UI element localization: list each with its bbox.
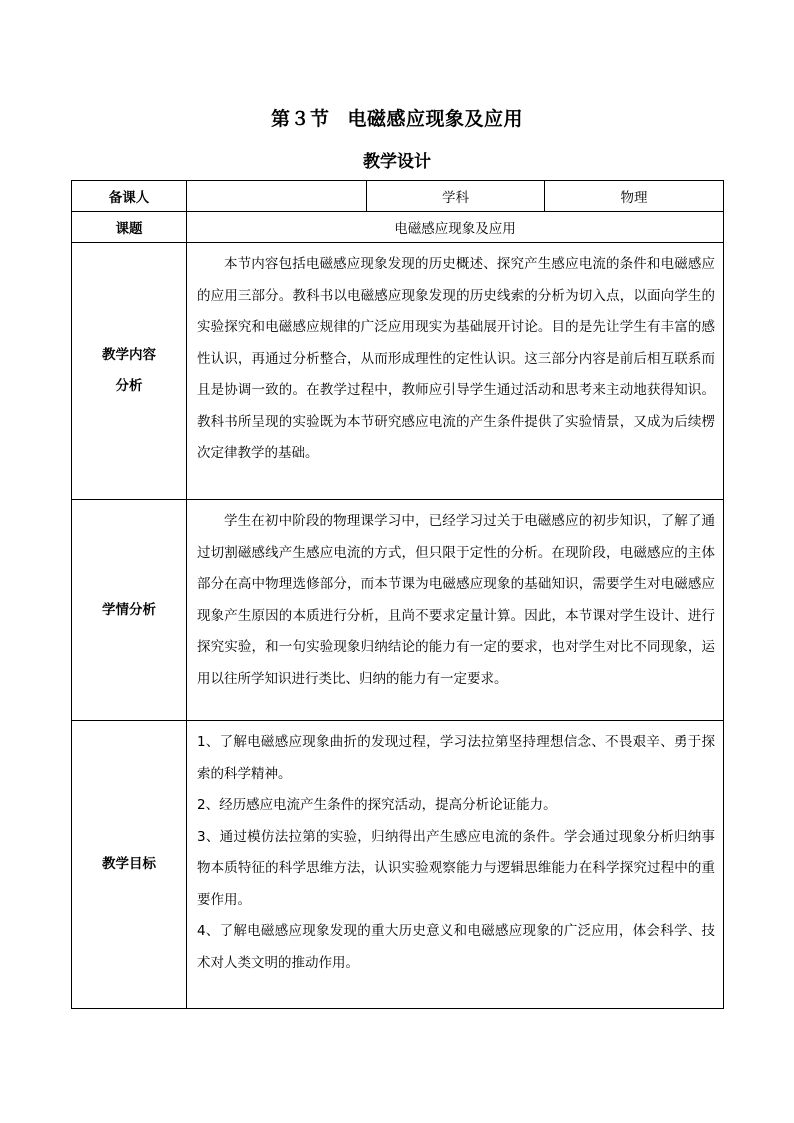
learner-analysis-text: 学生在初中阶段的物理课学习中，已经学习过关于电磁感应的初步知识，了解了通过切割磁感线产生感应电流的方式，但只限于定性的分析。在现阶段，电磁感应的主体部分在高中物理选修部分，而本节课为电磁感应现象的基础知识，需要学生对电磁感应现象产生原因的本质进行分析，且尚不要求定量计算。因此，本节课对学生设计、进行探究实验，和一句实验现象归纳结论的能力有一定的要求，也对学生对比不同现象，运用以往所学知识进行类比、归纳的能力有一定要求。 xyxy=(197,513,715,687)
page-subtitle: 教学设计 xyxy=(363,152,431,172)
lesson-plan-table xyxy=(71,180,724,1009)
content-analysis-text-cell xyxy=(187,243,724,500)
learner-analysis-text-cell xyxy=(187,500,724,721)
content-analysis-row xyxy=(72,243,724,500)
objectives-row xyxy=(72,721,724,1009)
content-analysis-text: 本节内容包括电磁感应现象发现的历史概述、探究产生感应电流的条件和电磁感应的应用三部分。教科书以电磁感应现象发现的历史线索的分析为切入点，以面向学生的实验探究和电磁感应规律的广泛应用现实为基础展开讨论。目的是先让学生有丰富的感性认识，再通过分析整合，从而形成理性的定性认识。这三部分内容是前后相互联系而且是协调一致的。在教学过程中，教师应引导学生通过活动和思考来主动地获得知识。教科书所呈现的实验既为本节研究感应电流的产生条件提供了实验情景，又成为后续楞次定律教学的基础。 xyxy=(197,256,715,461)
content-analysis-label-line1: 教学内容 xyxy=(102,347,156,363)
content-analysis-label-line2: 分析 xyxy=(115,378,143,394)
objective-item: 1、了解电磁感应现象曲折的发现过程，学习法拉第坚持理想信念、不畏艰辛、勇于探索的科学精神。 xyxy=(197,734,715,782)
section-name: 电磁感应现象及应用 xyxy=(347,108,524,130)
objective-item: 3、通过模仿法拉第的实验，归纳得出产生感应电流的条件。学会通过现象分析归纳事物本质特征的科学思维方法，认识实验观察能力与逻辑思维能力在科学探究过程中的重要作用。 xyxy=(197,828,715,908)
objective-item: 2、经历感应电流产生条件的探究活动，提高分析论证能力。 xyxy=(197,797,557,813)
topic-value: 电磁感应现象及应用 xyxy=(187,212,724,243)
topic-row xyxy=(72,212,724,243)
content-analysis-label xyxy=(72,243,187,500)
preparer-label: 备课人 xyxy=(72,181,187,212)
page-title xyxy=(0,104,794,131)
subject-value: 物理 xyxy=(545,181,724,212)
objectives-label: 教学目标 xyxy=(72,721,187,1009)
objective-item: 4、了解电磁感应现象发现的重大历史意义和电磁感应现象的广泛应用，体会科学、技术对人类文明的推动作用。 xyxy=(197,923,715,971)
section-number: 第３节 xyxy=(270,108,330,130)
topic-label: 课题 xyxy=(72,212,187,243)
preparer-value xyxy=(187,181,367,212)
header-row xyxy=(72,181,724,212)
subject-label: 学科 xyxy=(367,181,545,212)
learner-analysis-label: 学情分析 xyxy=(72,500,187,721)
objectives-list xyxy=(187,721,724,1009)
learner-analysis-row xyxy=(72,500,724,721)
